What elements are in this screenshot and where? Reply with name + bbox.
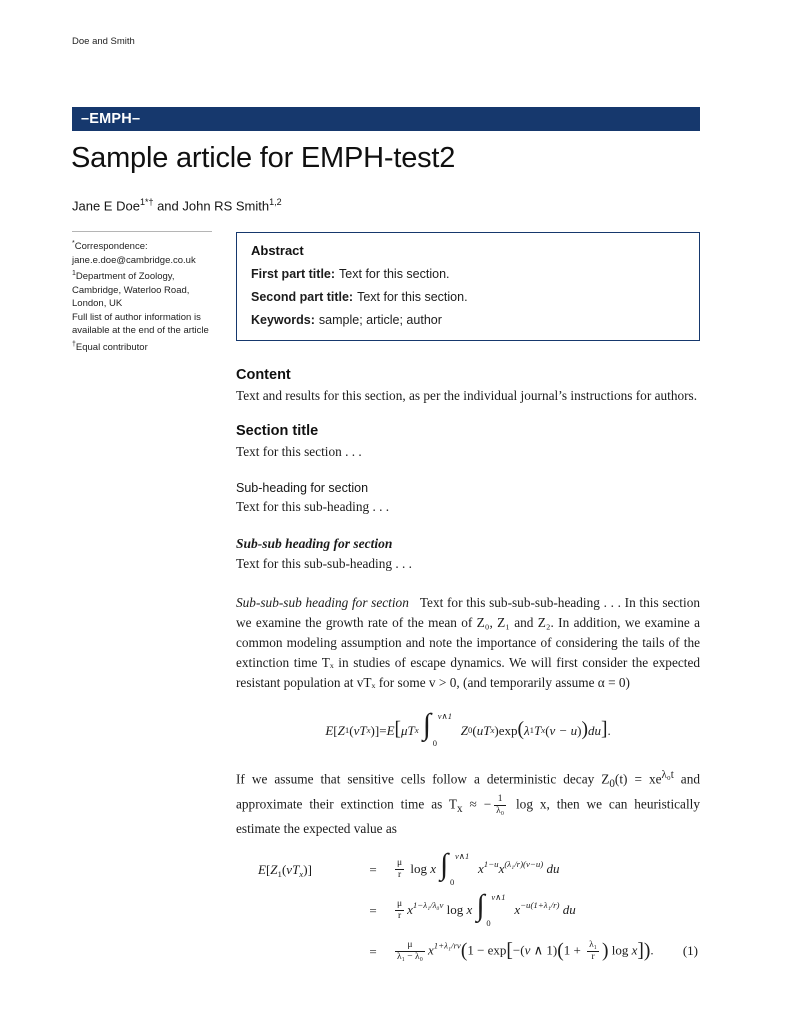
author-1: Jane E Doe — [72, 198, 140, 214]
article-title: Sample article for EMPH-test2 — [71, 142, 456, 174]
sub-sub-heading-body: Text for this sub-sub-heading . . . — [236, 556, 412, 571]
sub-sub-heading: Sub-sub heading for section — [236, 536, 393, 551]
author-2-affiliation-marks: 1,2 — [269, 197, 282, 207]
abstract-row: Keywords: sample; article; author — [251, 313, 442, 327]
integral-sign: ∫ v∧1 0 — [422, 708, 452, 748]
affiliation-line-2: Cambridge, Waterloo Road, — [72, 284, 190, 296]
running-head: Doe and Smith — [72, 36, 135, 47]
section-heading-title: Section title — [236, 423, 319, 439]
abstract-row: First part title: Text for this section. — [251, 267, 450, 281]
journal-banner-label: –EMPH– — [81, 111, 141, 127]
content-body: Text and results for this section, as per the individual journal’s instructions for authors. — [236, 388, 698, 403]
correspondence-sidebar — [72, 231, 217, 354]
section-body: Text for this section . . . — [236, 444, 362, 459]
assume-paragraph: If we assume that sensitive cells follow a deterministic decay $Z_0(t) = xe^{\lambda_0t}$ and approximate their extinction time as $T_x$ ≈ − $\frac{1}{\text{λ₀}}$ log x, then we can heuristically estimate the expected value as — [236, 769, 701, 837]
author-line — [72, 197, 282, 213]
abstract-row: Second part title: Text for this section. — [251, 290, 468, 304]
sub-sub-sub-body: Text for this sub-sub-sub-heading . . . In this section we examine the growth rate of the mean of Z₀, Z₁ and Z₂. In addition, we examine a common modeling assumption and note the importance of considering the tails of the extinction time Tₓ in studies of escape dynamics. We will first consider the expected resistant population at vTₓ for some v > 0, (and temporarily assume α = 0) — [236, 595, 700, 690]
aligned-equation-rows — [236, 849, 700, 972]
aligned-equation — [236, 849, 700, 972]
sub-sub-sub-heading: Sub-sub-sub heading for section — [236, 595, 409, 610]
abstract-box — [236, 232, 700, 341]
equation-number: (1) — [682, 943, 698, 959]
display-equation: E [ Z 1 ( vT x ) ] = E [ μT x ∫ v∧1 0 Z 0 ( uT x ) exp ( λ 1 T x ( v − u ) ) du ] . — [325, 708, 611, 748]
main-column — [236, 332, 700, 972]
sub-heading: Sub-heading for section — [236, 481, 369, 495]
integral-sign: ∫ v∧1 0 — [440, 847, 470, 888]
journal-banner — [72, 107, 700, 131]
author-2: John RS Smith — [182, 198, 270, 214]
author-1-affiliation-marks: 1*† — [139, 197, 154, 207]
author-info-note-1: Full list of author information is — [72, 311, 201, 323]
affiliation-line-1: $^1$Department of Zoology, — [72, 270, 175, 283]
affiliation-line-3: London, UK — [72, 298, 123, 310]
equation-row: = $\frac{\mu}{\text{λ₁ − λ₀}}$ $x^{1+\lambda_1/rv}(1 - \exp[-(v$ ∧ 1)(1 + $\frac{\text{λ₁}}{r}$ ) log x]). — [369, 940, 654, 963]
correspondence-label: *Correspondence: — [72, 240, 148, 253]
sub-sub-sub-paragraph — [236, 593, 700, 693]
sidebar-rule — [72, 231, 212, 232]
equation-row: = $\frac{\mu}{r}$ $x^{1-\lambda_1/\lambda_0v}$ log x ∫ v∧1 0 $x^{-u(1+\lambda_1/r)}$ du — [369, 888, 576, 929]
author-info-note-2: available at the end of the article — [72, 325, 209, 337]
sub-heading-body: Text for this sub-heading . . . — [236, 499, 390, 514]
integral-sign: ∫ v∧1 0 — [476, 888, 506, 929]
correspondence-email: jane.e.doe@cambridge.co.uk — [72, 254, 196, 266]
author-connector: and — [153, 198, 183, 214]
equal-contributor-note: †Equal contributor — [72, 340, 148, 353]
abstract-heading: Abstract — [251, 243, 304, 258]
section-heading-content: Content — [236, 367, 291, 383]
equation-row: $E[Z_1(vT_x)]$ = $\frac{\mu}{r}$ log x ∫ v∧1 0 $x^{1-u}x^{(\lambda_1/r)(v-u)}$ du — [258, 847, 560, 888]
